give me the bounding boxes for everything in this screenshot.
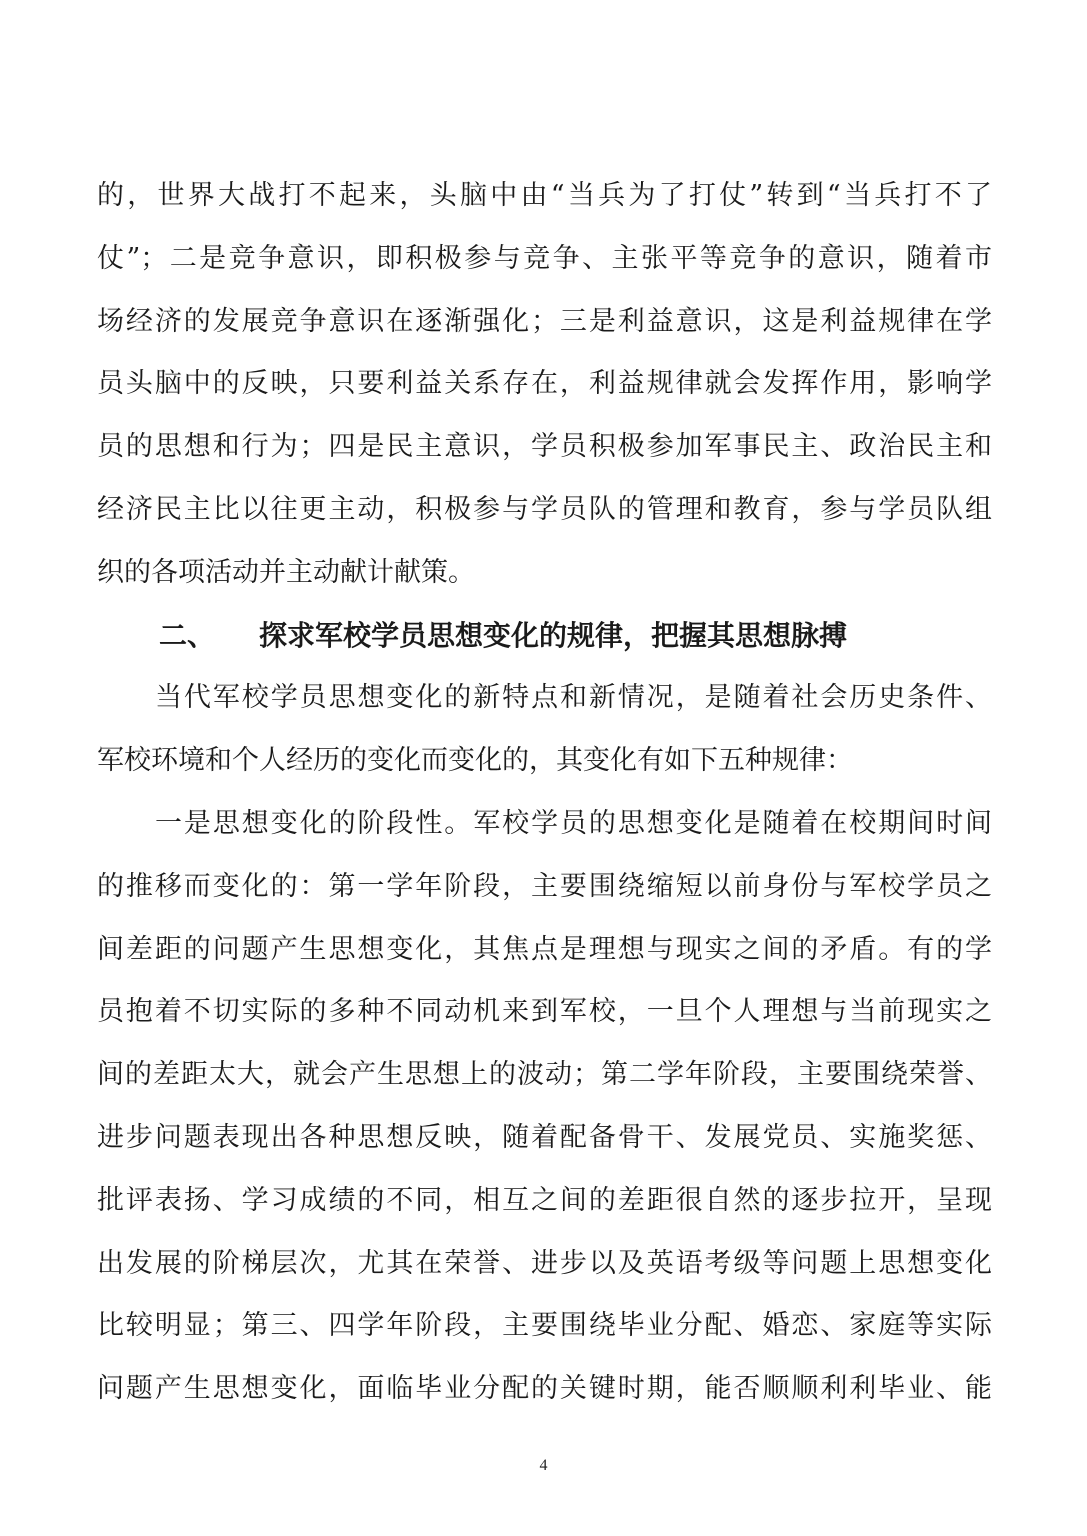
text-line: 员抱着不切实际的多种不同动机来到军校，一旦个人理想与当前现实之 bbox=[97, 996, 992, 1028]
text-line: 的，世界大战打不起来，头脑中由“当兵为了打仗”转到“当兵打不了 bbox=[97, 180, 992, 211]
text-line: 间差距的问题产生思想变化，其焦点是理想与现实之间的矛盾。有的学 bbox=[97, 933, 992, 965]
paragraph-3 bbox=[97, 793, 992, 1421]
paragraph-2 bbox=[97, 667, 992, 793]
paragraph-1 bbox=[97, 165, 992, 605]
text-line: 比较明显；第三、四学年阶段，主要围绕毕业分配、婚恋、家庭等实际 bbox=[97, 1310, 992, 1342]
text-line: 间的差距太大，就会产生思想上的波动；第二学年阶段，主要围绕荣誉、 bbox=[97, 1059, 992, 1091]
section-title: 探求军校学员思想变化的规律，把握其思想脉搏 bbox=[259, 618, 848, 652]
text-line: 仗”；二是竞争意识，即积极参与竞争、主张平等竞争的意识，随着市 bbox=[97, 242, 992, 274]
text-line: 场经济的发展竞争意识在逐渐强化；三是利益意识，这是利益规律在学 bbox=[97, 305, 992, 337]
text-line: 员头脑中的反映，只要利益关系存在，利益规律就会发挥作用，影响学 bbox=[97, 368, 992, 400]
page-number: 4 bbox=[539, 1457, 548, 1474]
text-line: 经济民主比以往更主动，积极参与学员队的管理和教育，参与学员队组 bbox=[97, 493, 992, 525]
text-line: 问题产生思想变化，面临毕业分配的关键时期，能否顺顺利利毕业、能 bbox=[97, 1373, 992, 1405]
text-line: 进步问题表现出各种思想反映，随着配备骨干、发展党员、实施奖惩、 bbox=[97, 1121, 992, 1153]
text-line: 织的各项活动并主动献计献策。 bbox=[97, 556, 475, 588]
section-number: 二、 bbox=[159, 618, 216, 652]
text-line: 的推移而变化的：第一学年阶段，主要围绕缩短以前身份与军校学员之 bbox=[97, 870, 992, 902]
text-line: 员的思想和行为；四是民主意识，学员积极参加军事民主、政治民主和 bbox=[97, 431, 992, 463]
text-line: 批评表扬、学习成绩的不同，相互之间的差距很自然的逐步拉开，呈现 bbox=[97, 1184, 992, 1216]
text-line: 当代军校学员思想变化的新特点和新情况，是随着社会历史条件、 bbox=[155, 682, 992, 714]
section-heading bbox=[97, 605, 992, 668]
text-line: 一是思想变化的阶段性。军校学员的思想变化是随着在校期间时间 bbox=[155, 807, 992, 839]
text-line: 军校环境和个人经历的变化而变化的，其变化有如下五种规律： bbox=[97, 745, 853, 777]
body-text bbox=[97, 165, 992, 1421]
text-line: 出发展的阶梯层次，尤其在荣誉、进步以及英语考级等问题上思想变化 bbox=[97, 1247, 992, 1279]
